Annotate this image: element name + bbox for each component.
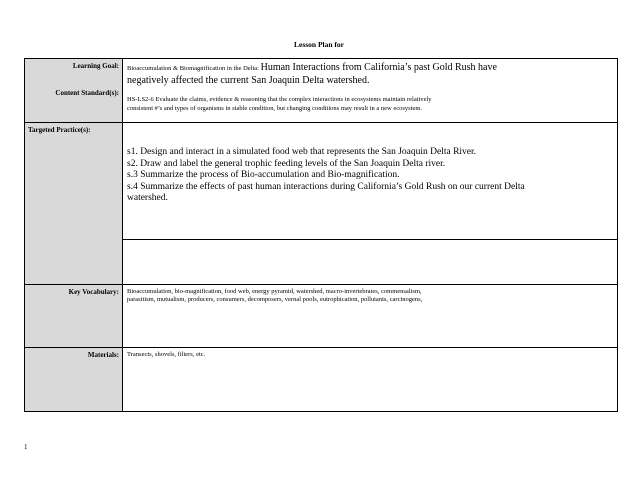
- content-standard-line-2: consistent #’s and types of organisms in stable condition, but changing conditions may result in a new ecosystem.: [127, 105, 423, 112]
- key-vocabulary-label-cell: [25, 285, 123, 348]
- practice-divider: [123, 239, 617, 240]
- lesson-plan-table: [24, 58, 618, 412]
- materials-content: [123, 348, 618, 412]
- materials-text: Transects, shovels, filters, etc.: [127, 351, 206, 358]
- content-standards-label: Content Standard(s):: [55, 89, 119, 97]
- materials-row: [25, 348, 618, 412]
- materials-label: Materials:: [87, 351, 119, 359]
- targeted-practice-label: Targeted Practice(s):: [28, 126, 91, 134]
- materials-label-cell: [25, 348, 123, 412]
- targeted-practice-row: [25, 123, 618, 285]
- learning-goal-label-cell: [25, 59, 123, 123]
- key-vocabulary-text: [123, 285, 617, 307]
- content-standard-line-1: HS-LS2-6 Evaluate the claims, evidence & reasoning that the complex interactions in ecosystems maintain relatively: [127, 96, 432, 103]
- learning-goal-content: [123, 59, 618, 123]
- practice-item: s.3 Summarize the process of Bio-accumulation and Bio-magnification.: [127, 170, 400, 180]
- page-number: 1: [24, 443, 28, 451]
- key-vocabulary-content: [123, 285, 618, 348]
- learning-goal-main-a: Human Interactions from California’s past Gold Rush have: [260, 62, 497, 73]
- key-vocabulary-label: Key Vocabulary:: [68, 288, 119, 296]
- learning-goal-label: Learning Goal:: [72, 62, 119, 70]
- practice-item: s1. Design and interact in a simulated food web that represents the San Joaquin Delta River.: [127, 147, 477, 157]
- learning-goal-row: [25, 59, 618, 123]
- learning-goal-prefix: Bioaccumulation & Biomagnification in the Delta:: [127, 65, 259, 72]
- targeted-practice-list: [123, 123, 617, 205]
- targeted-practice-label-cell: [25, 123, 123, 285]
- learning-goal-main-b: negatively affected the current San Joaquin Delta watershed.: [127, 75, 370, 86]
- practice-item: s2. Draw and label the general trophic feeding levels of the San Joaquin Delta river.: [127, 158, 446, 169]
- practice-item: s.4 Summarize the effects of past human interactions during California’s Gold Rush on our current Delta: [127, 181, 525, 192]
- targeted-practice-content: [123, 123, 618, 285]
- key-vocabulary-line-1: Bioaccumulation, bio-magnification, food web, energy pyramid, watershed, macro-invertebrates, commensalism,: [127, 288, 422, 295]
- learning-goal-text: [127, 62, 613, 75]
- key-vocabulary-row: [25, 285, 618, 348]
- practice-item: watershed.: [127, 193, 168, 203]
- key-vocabulary-line-2: parasitism, mutualism, producers, consumers, decomposers, vernal pools, eutrophication, pollutants, carcinogens,: [127, 296, 423, 303]
- content-standard-text: [127, 95, 613, 113]
- page-title: Lesson Plan for: [293, 40, 344, 49]
